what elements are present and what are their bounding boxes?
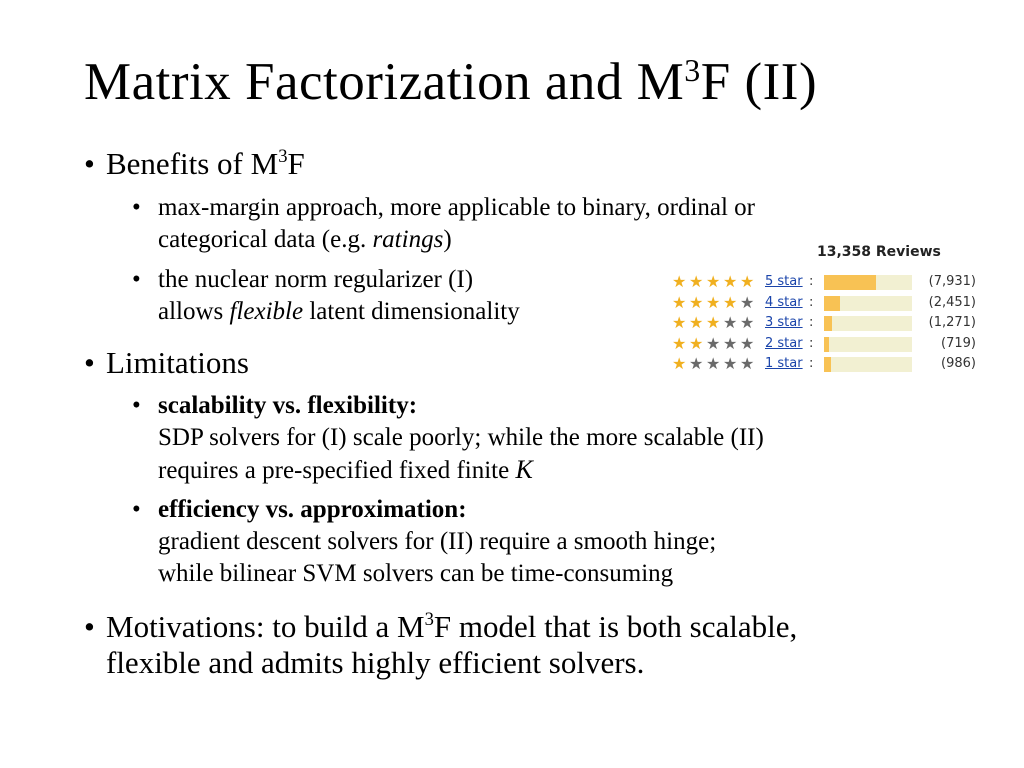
limitations-label: Limitations [106, 345, 249, 380]
bullet-glyph: • [132, 392, 141, 419]
star-rating [672, 356, 757, 371]
benefits-label: Benefits of $M^3F$ [106, 145, 305, 181]
rating-bar-fill [824, 275, 876, 290]
review-count: (1,271) [928, 315, 976, 330]
star-icon: ★ [723, 313, 738, 332]
label-colon: : [809, 356, 814, 371]
star-icon: ★ [706, 272, 721, 291]
star-icon: ★ [689, 333, 704, 353]
review-row [672, 355, 982, 375]
rating-bar-fill [824, 316, 832, 331]
star-icon: ★ [689, 313, 704, 332]
star-icon: ★ [723, 354, 738, 373]
review-row [672, 335, 982, 355]
scalability-text: scalability vs. flexibility: SDP solvers for (I) scale poorly; while the more scalable (II) requires a pre-specified fixed finite K [158, 392, 764, 484]
rating-bar-track [824, 357, 912, 372]
star-icon: ★ [740, 292, 755, 312]
star-icon: ★ [672, 333, 687, 353]
review-row [672, 273, 982, 293]
star-rating [672, 315, 757, 330]
bullet-glyph: • [132, 496, 141, 523]
star-filter-link[interactable]: 2 star [765, 335, 803, 351]
variable-k: K [515, 455, 533, 484]
star-filter-link[interactable]: 3 star [765, 315, 803, 330]
star-icon: ★ [706, 354, 721, 373]
star-icon: ★ [723, 292, 738, 312]
rating-bar-fill [824, 296, 840, 311]
review-count: (719) [941, 335, 976, 351]
nuclear-norm-text: the nuclear norm regularizer (I) allows flexible latent dimensionality [158, 266, 520, 325]
star-icon: ★ [706, 333, 721, 353]
review-count: (2,451) [928, 294, 976, 310]
review-row [672, 314, 982, 334]
star-icon: ★ [740, 313, 755, 332]
star-rating [672, 274, 757, 289]
review-count: (986) [941, 356, 976, 371]
bullet-glyph: • [84, 146, 95, 181]
motivations-text: Motivations: to build a $M^3F$ model that is both scalable, flexible and admits highly efficient solvers. [106, 608, 798, 680]
star-icon: ★ [740, 333, 755, 353]
star-icon: ★ [689, 272, 704, 291]
rating-bar-track [824, 296, 912, 311]
reviews-title: 13,358 Reviews [817, 244, 941, 260]
rating-bar-track [824, 275, 912, 290]
review-count: (7,931) [928, 274, 976, 289]
max-margin-text: max-margin approach, more applicable to binary, ordinal or categorical data (e.g. ratings) [158, 194, 756, 253]
bullet-glyph: • [84, 609, 95, 644]
slide-title: Matrix Factorization and $M^3F$ (II) [84, 52, 818, 111]
label-colon: : [809, 315, 814, 330]
star-icon: ★ [672, 354, 687, 373]
rating-bar-fill [824, 337, 829, 352]
star-filter-link[interactable]: 1 star [765, 356, 803, 371]
star-icon: ★ [689, 292, 704, 312]
bullet-glyph: • [132, 194, 141, 221]
bullet-glyph: • [84, 345, 95, 380]
star-icon: ★ [723, 333, 738, 353]
label-colon: : [809, 335, 814, 351]
star-icon: ★ [689, 354, 704, 373]
star-rating [672, 333, 757, 353]
star-filter-link[interactable]: 4 star [765, 294, 803, 310]
star-icon: ★ [740, 272, 755, 291]
star-icon: ★ [672, 292, 687, 312]
rating-bar-track [824, 337, 912, 352]
bullet-glyph: • [132, 266, 141, 293]
star-icon: ★ [706, 292, 721, 312]
review-row [672, 294, 982, 314]
star-icon: ★ [672, 272, 687, 291]
rating-bar-track [824, 316, 912, 331]
star-icon: ★ [672, 313, 687, 332]
rating-bar-fill [824, 357, 831, 372]
star-icon: ★ [740, 354, 755, 373]
star-filter-link[interactable]: 5 star [765, 274, 803, 289]
star-icon: ★ [723, 272, 738, 291]
label-colon: : [809, 274, 814, 289]
star-rating [672, 292, 757, 312]
star-icon: ★ [706, 313, 721, 332]
efficiency-text: efficiency vs. approximation: gradient descent solvers for (II) require a smooth hinge; while bilinear SVM solvers can be time-consuming [158, 496, 717, 587]
label-colon: : [809, 294, 814, 310]
